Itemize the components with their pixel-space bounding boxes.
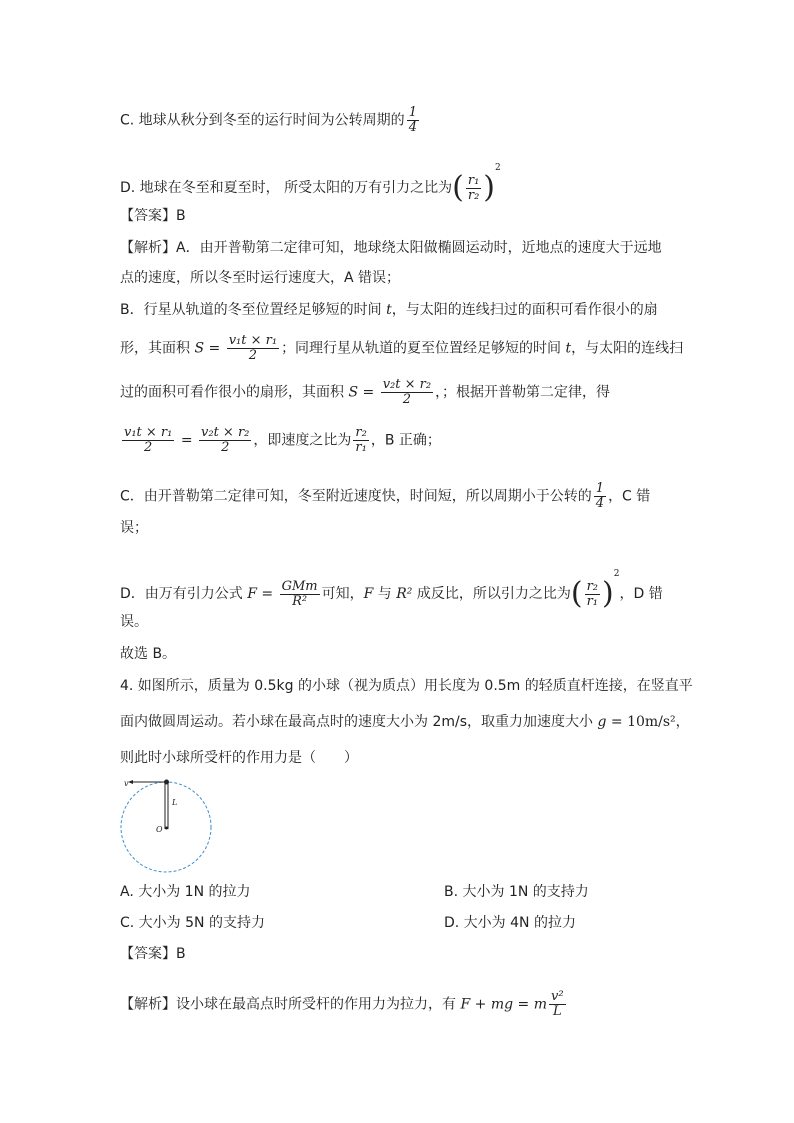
fraction-right: $\frac{\text{v₂t × r₂}}{2}$ [201,425,250,455]
analysis-1-line-1: 【解析】A．由开普勒第二定律可知，地球绕太阳做椭圆运动时，近地点的速度大于远地 [120,240,662,256]
fraction-centripetal: $\frac{\text{v²}}{L}$ [550,989,564,1019]
fraction-one-quarter: $\frac{1}{4}$ [408,105,417,135]
label-o: O [156,825,163,834]
answer-value: B [176,946,186,962]
analysis-1-line-4: 形，其面积 S = $\frac{\text{v₁t × r₁}}{2}$ ；同理行星从轨道的夏至位置经足够短的时间 t，与太阳的连线扫 [120,333,684,363]
option-c [120,106,421,135]
question-4-line-3: 则此时小球所受杆的作用力是（ ） [120,750,358,766]
pivot-point [165,827,168,830]
analysis-1-line-6: $\frac{\text{v₁t × r₁}}{2}$ = $\frac{\text{v₂t × r₂}}{2}$ ，即速度之比为 $\frac{\text{r₂}}{\text{r₁}}$ ，B 正确； [124,425,441,455]
q4-option-b: B. 大小为 1N 的支持力 [444,884,589,900]
question-4-line-2: 面内做圆周运动。若小球在最高点时的速度大小为 2m/s，取重力加速度大小 g = 10m/s²， [120,714,690,730]
fraction-left: $\frac{\text{v₁t × r₁}}{2}$ [124,425,173,455]
label-v: v [124,779,129,788]
analysis-tag: 【解析】 [120,996,176,1013]
answer-value: B [176,208,186,224]
analysis-1-line-9: D．由万有引力公式 F = $\frac{\text{GMm}}{\text{R²}}$ 可知，F 与 R² 成反比，所以引力之比为( $\frac{\text{r₂}}{\text{r₁}}$ )$^2$，D 错 [120,569,663,611]
analysis-tag: 【解析】 [120,240,176,256]
option-d: D. 地球在冬至和夏至时， 所受太阳的万有引力之比为( $\frac{\text{r₁}}{\text{r₂}}$ )$^2$ [120,163,501,205]
q4-option-a: A. 大小为 1N 的拉力 [120,884,251,900]
analysis-1-line-10: 误。 [120,614,148,630]
circle-diagram [118,775,218,875]
label-l: L [172,798,178,807]
conclusion-1: 故选 B。 [120,646,177,662]
q4-option-d: D. 大小为 4N 的拉力 [444,915,576,931]
arrow-head-icon [128,780,133,784]
analysis-2-line-1: 【解析】设小球在最高点时所受杆的作用力为拉力，有 F + mg = m $\frac{\text{v²}}{L}$ [120,989,564,1019]
question-4-line-1: 4. 如图所示，质量为 0.5kg 的小球（视为质点）用长度为 0.5m 的轻质直杆连接，在竖直平 [120,678,693,694]
answer-2 [120,944,186,964]
answer-tag: 【答案】 [120,946,176,962]
analysis-1-line-7: C．由开普勒第二定律可知，冬至附近速度快，时间短，所以周期小于公转的 $\frac{1}{4}$ ，C 错 [120,481,651,511]
analysis-1-line-8: 误； [120,520,148,536]
answer-1 [120,206,186,226]
fraction-r1-r2: $\frac{\text{r₁}}{\text{r₂}}$ [467,172,480,203]
option-d-text: D. 地球在冬至和夏至时， 所受太阳的万有引力之比为 [120,180,453,196]
analysis-1-line-3: B．行星从轨道的冬至位置经足够短的时间 t，与太阳的连线扫过的面积可看作很小的扇 [120,302,658,318]
analysis-1-line-5: 过的面积可看作很小的扇形，其面积 S = $\frac{\text{v₂t × r₂}}{2}$ ，；根据开普勒第二定律，得 [120,377,611,407]
fraction-quarter-2: $\frac{1}{4}$ [595,481,605,511]
fraction-area-1: $\frac{\text{v₁t × r₁}}{2}$ [228,333,278,363]
option-c-text: C. 地球从秋分到冬至的运行时间为公转周期的 [120,112,405,129]
fraction-gravity: $\frac{\text{GMm}}{\text{R²}}$ [281,578,318,609]
answer-tag: 【答案】 [120,208,176,224]
q4-option-c: C. 大小为 5N 的支持力 [120,915,265,931]
circular-motion-figure [118,775,218,875]
analysis-1-line-2: 点的速度，所以冬至时运行速度大，A 错误； [120,270,401,286]
fraction-force-ratio: $\frac{\text{r₂}}{\text{r₁}}$ [586,578,599,609]
fraction-speed-ratio: $\frac{\text{r₂}}{\text{r₁}}$ [355,425,367,455]
fraction-area-2: $\frac{\text{v₂t × r₂}}{2}$ [382,377,432,407]
